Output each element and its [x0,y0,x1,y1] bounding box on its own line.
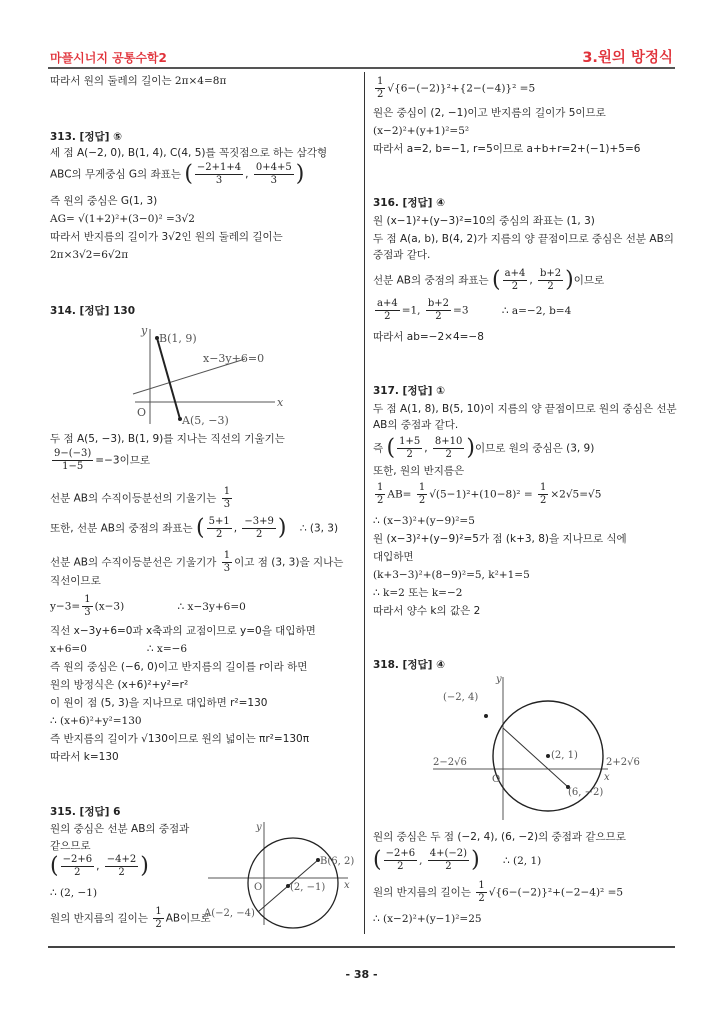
text-line: ∴ (2, −1) [50,887,98,899]
label-center: (2, −1) [290,882,326,893]
label-origin: O [254,882,263,893]
answer-315-heading: 315. [정답] 6 [50,806,121,818]
text-line: 두 점 A(1, 8), B(5, 10)이 지름의 양 끝점이므로 원의 중심은 선분 [373,403,677,415]
text-line: 따라서 반지름의 길이가 3√2인 원의 둘레의 길이는 [50,231,283,243]
text-line: 즉 반지름의 길이가 √130이므로 원의 넓이는 πr²=130π [50,733,310,745]
answer-318-heading: 318. [정답] ④ [373,659,445,671]
text-line: 두 점 A(5, −3), B(1, 9)를 지나는 직선의 기울기는 [50,433,285,445]
label-origin: O [492,774,501,785]
point-p1 [484,714,488,718]
text: ABC의 무게중심 G의 좌표는 [50,168,181,181]
text-line: 즉 ( $\frac{1+5}{2}$ , $\frac{8+10}{2}$ )이므로 원의 중심은 (3, 9) [373,435,595,461]
text-line: y−3= $\frac{1}{3}$ (x−3) ∴ x−3y+6=0 [50,594,246,618]
text-line: AG= √(1+2)²+(3−0)² =3√2 [50,213,195,225]
text-line: 따라서 k=130 [50,751,119,763]
book-title: 마플시너지 공통수학2 [50,51,167,65]
text-line: 따라서 원의 둘레의 길이는 2π×4=8π [50,75,227,87]
label-p2: (6, −2) [568,787,604,798]
fraction: $\frac{9-(-3)}{1-5}$ [54,448,92,472]
label-a: A(−2, −4) [204,908,255,919]
label-x: x [604,772,610,783]
label-x: x [344,880,350,891]
center-point [546,754,550,758]
text-line: 같으므로 [50,840,91,852]
text-line: ( $\frac{-2+6}{2}$ , $\frac{4+(-2)}{2}$ ) ∴ (2, 1) [373,847,542,873]
fraction: $\frac{1}{3}$ [223,486,231,510]
label-a: A(5, −3) [182,414,229,427]
text-line: 또한, 선분 AB의 중점의 좌표는 ( $\frac{5+1}{2}$ , $\frac{-3+9}{2}$ ) ∴ (3, 3) [50,515,339,541]
text-line: $\frac{9-(-3)}{1-5}$ =−3이므로 [54,448,151,472]
text-line: 즉 원의 중심은 (−6, 0)이고 반지름의 길이를 r이라 하면 [50,661,308,673]
page-number: - 38 - [345,968,378,981]
text-line: 즉 원의 중심은 G(1, 3) [50,195,158,207]
label-b: B(1, 9) [159,332,197,345]
text-line: 직선이므로 [50,575,101,587]
label-left-intercept: 2−2√6 [433,757,467,768]
label-line: x−3y+6=0 [203,352,265,365]
text-line: 선분 AB의 수직이등분선은 기울기가 $\frac{1}{3}$ 이고 점 (3, 3)을 지나는 [50,550,344,574]
chapter-title: 3.원의 방정식 [582,50,673,66]
text-line: ∴ (x−3)²+(y−9)²=5 [373,515,475,527]
text-line: $\frac{1}{2}$ AB= $\frac{1}{2}$ √(5−1)²+(10−8)² = $\frac{1}{2}$ ×2√5=√5 [377,482,602,506]
column-divider [364,72,365,934]
fraction: $\frac{-2+1+4}{3}$ [196,162,242,186]
text-line: x+6=0 ∴ x=−6 [50,643,188,655]
text-line: 선분 AB의 중점의 좌표는 ( $\frac{a+4}{2}$ , $\frac{b+2}{2}$ )이므로 [373,267,605,293]
label-right-intercept: 2+2√6 [606,757,640,768]
graph-315 [198,820,358,930]
text-line: 원의 중심은 선분 AB의 중점과 [50,823,190,835]
text-line: 또한, 원의 반지름은 [373,465,465,477]
text-line: AB의 중점과 같다. [373,419,459,431]
text-line: 따라서 양수 k의 값은 2 [373,605,481,617]
label-b: B(6, 2) [320,856,355,867]
graph-314 [125,324,335,434]
text-line: ∴ k=2 또는 k=−2 [373,587,463,599]
text-line: 따라서 ab=−2×4=−8 [373,331,484,343]
answer-313-heading: 313. [정답] ⑤ [50,131,122,143]
label-origin: O [137,406,147,419]
graph-318 [428,672,668,822]
text-line: $\frac{1}{2}$ √{6−(−2)}²+{2−(−4)}² =5 [377,76,536,100]
text-line: 원 (x−1)²+(y−3)²=10의 중심의 좌표는 (1, 3) [373,215,595,227]
text-line: 대입하면 [373,551,414,563]
text-line: 원의 중심은 두 점 (−2, 4), (6, −2)의 중점과 같으므로 [373,831,626,843]
text-line: 원 (x−3)²+(y−9)²=5가 점 (k+3, 8)을 지나므로 식에 [373,533,627,545]
text-line: (x−2)²+(y+1)²=5² [373,125,470,137]
text-line: 원의 반지름의 길이는 $\frac{1}{2}$ AB이므로 [50,906,211,930]
segment-ab [157,338,180,419]
answer-317-heading: 317. [정답] ① [373,385,445,397]
fraction: $\frac{0+4+5}{3}$ [255,162,292,186]
label-y: y [141,324,148,337]
answer-314-heading: 314. [정답] 130 [50,305,136,317]
label-y: y [256,822,262,833]
text-line: 2π×3√2=6√2π [50,249,129,261]
text-line: 중점과 같다. [373,249,431,261]
text-line: ∴ (x+6)²+y²=130 [50,715,142,727]
text-line: ∴ (x−2)²+(y−1)²=25 [373,913,482,925]
text-line: 원의 방정식은 (x+6)²+y²=r² [50,679,189,691]
text-line: ( $\frac{-2+6}{2}$ , $\frac{-4+2}{2}$ ) [50,853,149,879]
text-line: $\frac{a+4}{2}$ =1, $\frac{b+2}{2}$ =3 ∴ a=−2, b=4 [377,298,572,322]
footer-rule [48,946,675,948]
answer-316-heading: 316. [정답] ④ [373,197,445,209]
label-center: (2, 1) [551,750,578,761]
text-line: 원은 중심이 (2, −1)이고 반지름의 길이가 5이므로 [373,107,606,119]
label-y: y [496,674,502,685]
text-line: (k+3−3)²+(8−9)²=5, k²+1=5 [373,569,530,581]
text-line: 세 점 A(−2, 0), B(1, 4), C(4, 5)를 꼭짓점으로 하는 삼각형 [50,147,328,159]
text-line: ABC의 무게중심 G의 좌표는 ( $\frac{-2+1+4}{3}$ , $\frac{0+4+5}{3}$ ) [50,161,305,187]
text-line: 이 원이 점 (5, 3)을 지나므로 대입하면 r²=130 [50,697,268,709]
text-line: 선분 AB의 수직이등분선의 기울기는 $\frac{1}{3}$ [50,486,231,510]
label-p1: (−2, 4) [443,692,479,703]
text-line: 원의 반지름의 길이는 $\frac{1}{2}$ √{6−(−2)}²+(−2−4)² =5 [373,880,624,904]
text-line: 따라서 a=2, b=−1, r=5이므로 a+b+r=2+(−1)+5=6 [373,143,641,155]
label-x: x [277,396,284,409]
text-line: 두 점 A(a, b), B(4, 2)가 지름의 양 끝점이므로 중심은 선분 AB의 [373,233,674,245]
text-line: 직선 x−3y+6=0과 x축과의 교점이므로 y=0을 대입하면 [50,625,316,637]
header-rule [48,67,675,69]
